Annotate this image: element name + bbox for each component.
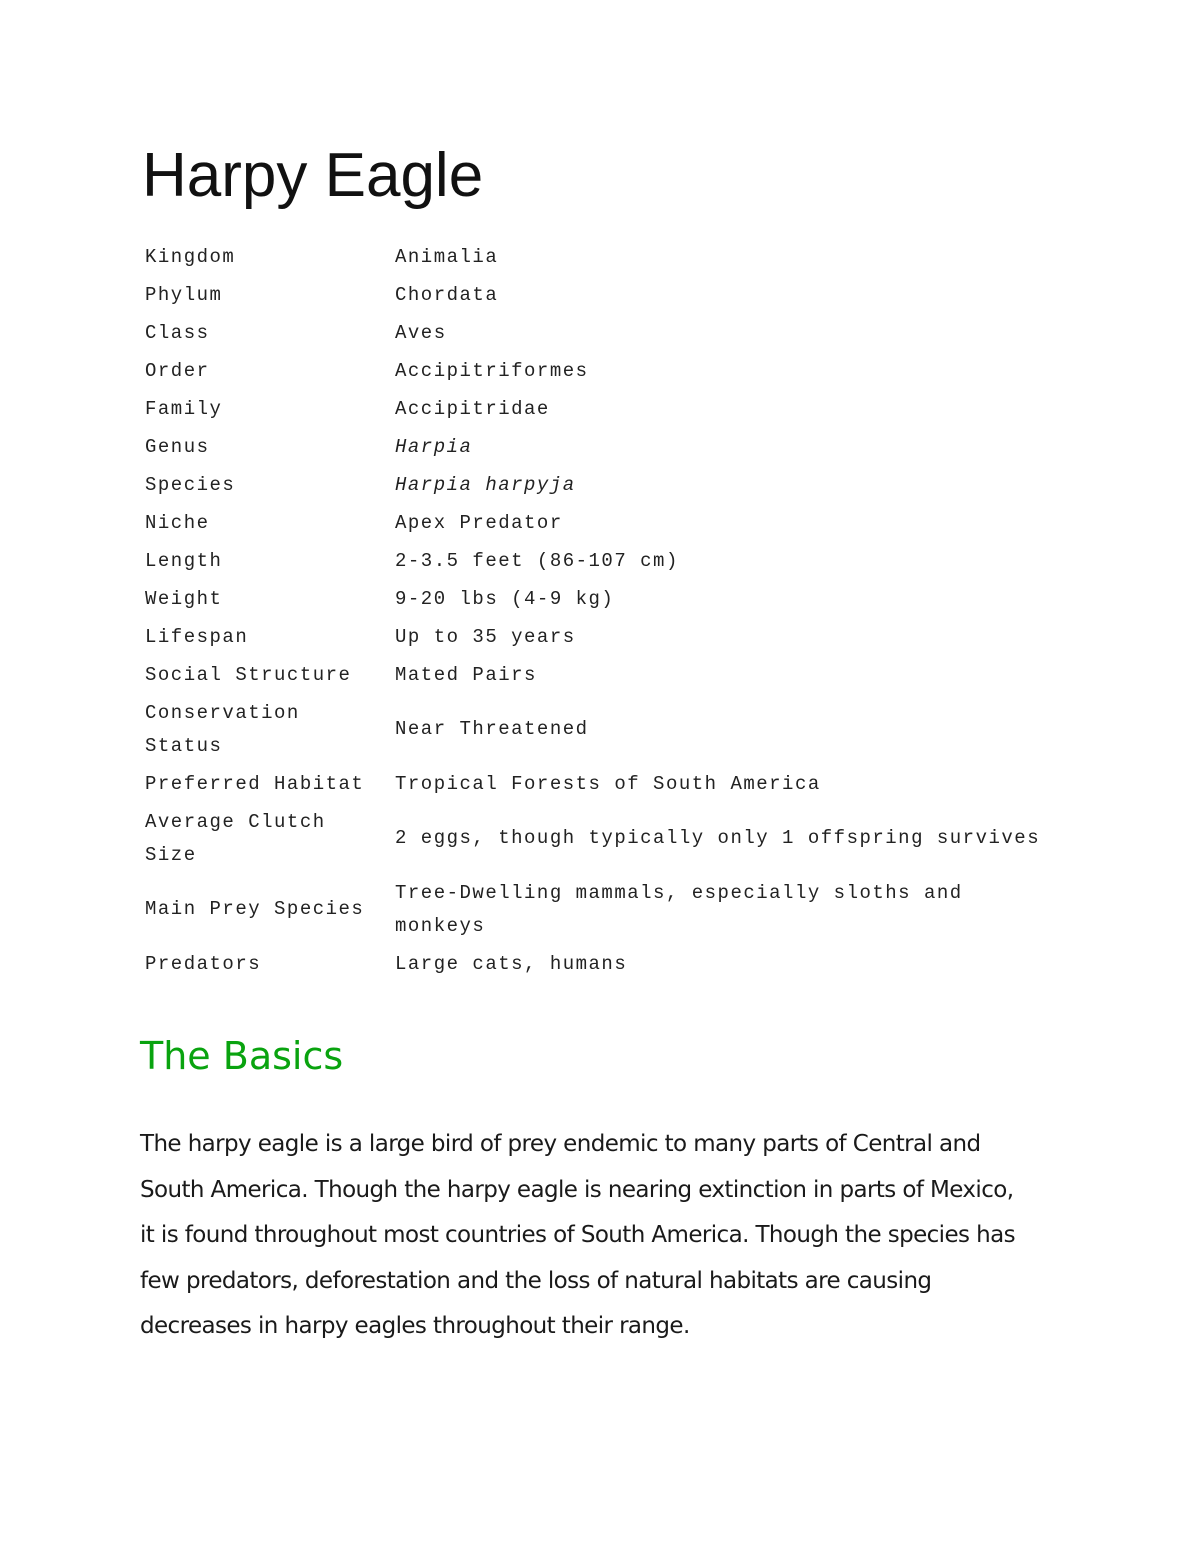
taxonomy-label: Species xyxy=(145,473,236,496)
taxonomy-row xyxy=(145,276,1055,314)
taxonomy-label: Length xyxy=(145,549,223,572)
taxonomy-label: Kingdom xyxy=(145,245,236,268)
taxonomy-label: Weight xyxy=(145,587,223,610)
taxonomy-label: Lifespan xyxy=(145,625,249,648)
taxonomy-value: Animalia xyxy=(395,245,499,268)
taxonomy-row xyxy=(145,238,1055,276)
paragraph-line: it is found throughout most countries of South America. Though the species has xyxy=(140,1222,1015,1248)
taxonomy-value: Chordata xyxy=(395,283,499,306)
taxonomy-value: Near Threatened xyxy=(395,718,589,740)
taxonomy-label: Social Structure xyxy=(145,663,352,686)
taxonomy-value: Up to 35 years xyxy=(395,625,576,648)
taxonomy-row xyxy=(145,803,1055,874)
taxonomy-value: Large cats, humans xyxy=(395,952,628,975)
paragraph-line: South America. Though the harpy eagle is nearing extinction in parts of Mexico, xyxy=(140,1176,1014,1203)
paragraph-line: The harpy eagle is a large bird of prey endemic to many parts of Central and xyxy=(140,1131,981,1157)
taxonomy-label: Preferred Habitat xyxy=(145,772,365,795)
page-title: Harpy Eagle xyxy=(142,141,484,210)
paragraph-line: few predators, deforestation and the loss of natural habitats are causing xyxy=(140,1267,932,1294)
taxonomy-table xyxy=(145,238,1055,983)
taxonomy-label: Niche xyxy=(145,511,210,534)
taxonomy-row xyxy=(145,945,1055,983)
taxonomy-label: Phylum xyxy=(145,283,223,306)
taxonomy-row xyxy=(145,314,1055,352)
taxonomy-value: Apex Predator xyxy=(395,511,563,534)
paragraph-line: decreases in harpy eagles throughout their range. xyxy=(140,1313,690,1339)
taxonomy-row xyxy=(145,580,1055,618)
taxonomy-row xyxy=(145,656,1055,694)
taxonomy-row xyxy=(145,390,1055,428)
taxonomy-value: Tropical Forests of South America xyxy=(395,772,821,795)
taxonomy-value: 2 eggs, though typically only 1 offspring survives xyxy=(395,827,1041,849)
taxonomy-value: Mated Pairs xyxy=(395,663,537,686)
taxonomy-row xyxy=(145,694,1055,765)
taxonomy-label: Order xyxy=(145,359,210,382)
taxonomy-row xyxy=(145,428,1055,466)
taxonomy-value: Accipitriformes xyxy=(395,359,589,382)
taxonomy-value: 2-3.5 feet (86-107 cm) xyxy=(395,549,679,572)
taxonomy-value: Aves xyxy=(395,321,447,344)
taxonomy-value: 9-20 lbs (4-9 kg) xyxy=(395,587,615,610)
taxonomy-label: Predators xyxy=(145,952,262,975)
taxonomy-row xyxy=(145,542,1055,580)
taxonomy-label: Main Prey Species xyxy=(145,898,365,920)
taxonomy-value: Accipitridae xyxy=(395,397,550,420)
taxonomy-row xyxy=(145,352,1055,390)
taxonomy-row xyxy=(145,618,1055,656)
taxonomy-label: Genus xyxy=(145,435,210,458)
taxonomy-label: Family xyxy=(145,397,223,420)
section-heading: The Basics xyxy=(140,1034,344,1078)
taxonomy-row xyxy=(145,466,1055,504)
taxonomy-row xyxy=(145,765,1055,803)
taxonomy-row xyxy=(145,504,1055,542)
taxonomy-label: Class xyxy=(145,321,210,344)
taxonomy-value: Tree-Dwelling mammals, especially sloths and monkeys xyxy=(395,881,963,937)
taxonomy-row xyxy=(145,874,1055,945)
taxonomy-label: Conservation Status xyxy=(145,701,300,757)
taxonomy-label: Average Clutch Size xyxy=(145,810,326,866)
section-paragraph xyxy=(140,1122,1060,1350)
taxonomy-value: Harpia xyxy=(395,435,473,458)
taxonomy-value: Harpia harpyja xyxy=(395,473,576,496)
